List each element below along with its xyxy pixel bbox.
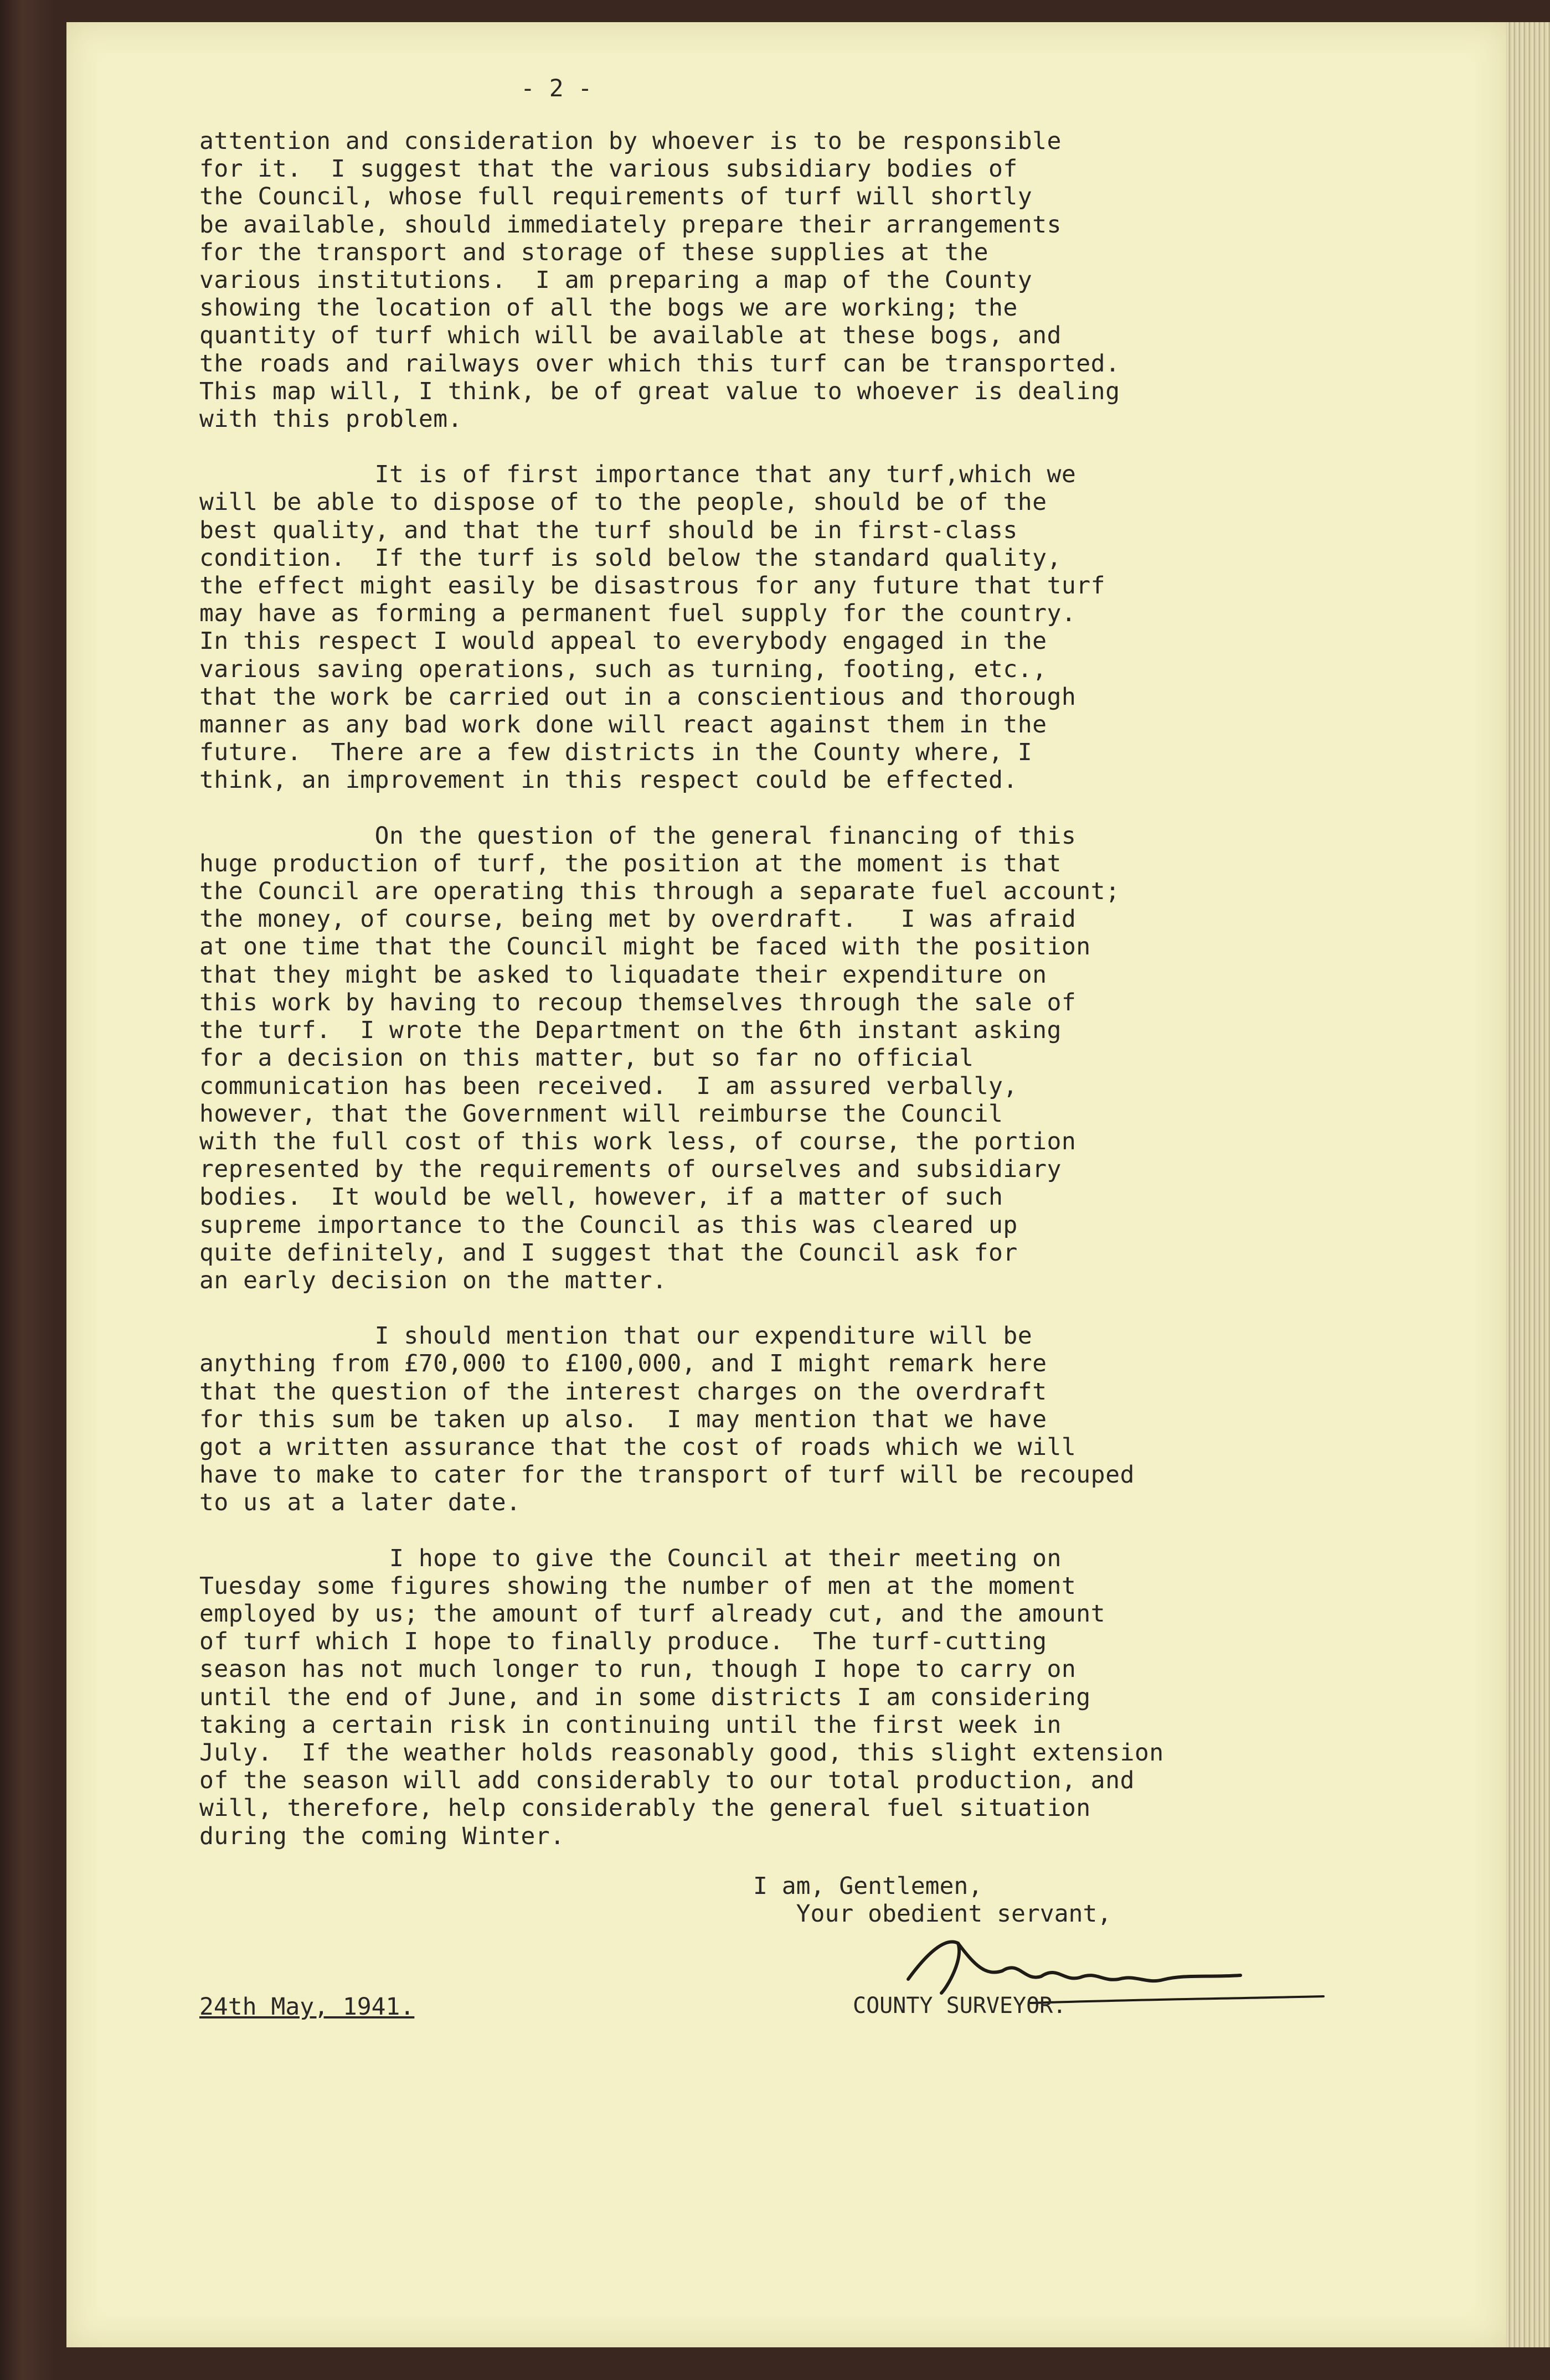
closing-line-1: I am, Gentlemen, [753,1872,983,1900]
closing-salutation [753,1872,1111,1928]
paragraph-5: I hope to give the Council at their meeting on Tuesday some figures showing the number of men at the moment employed by us; the amount of turf already cut, and the amount of turf which I hope to finally produce. The turf-cutting season has not much longer to run, though I hope to carry on until the end of June, and in some districts I am considering taking a certain risk in continuing until the first week in July. If the weather holds reasonably good, this slight extension of the season will add considerably to our total production, and will, therefore, help considerably the general fuel situation during the coming Winter. [199,1544,1164,1850]
closing-line-2: Your obedient servant, [753,1900,1112,1928]
signer-title: COUNTY SURVEYOR. [853,1993,1067,2018]
paragraph-3: On the question of the general financing of this huge production of turf, the position at the moment is that the Council are operating this through a separate fuel account; the money, of course, being met by overdraft. I was afraid at one time that the Council might be faced with the position that they might be asked to liquadate their expenditure on this work by having to recoup themselves through the sale of the turf. I wrote the Department on the 6th instant asking for a decision on this matter, but so far no official communication has been received. I am assured verbally, however, that the Government will reimburse the Council with the full cost of this work less, of course, the portion represented by the requirements of ourselves and subsidiary bodies. It would be well, however, if a matter of such supreme importance to the Council as this was cleared up quite definitely, and I suggest that the Council ask for an early decision on the matter. [199,822,1120,1294]
page-number: - 2 - [521,75,593,102]
paragraph-4: I should mention that our expenditure will be anything from £70,000 to £100,000, and I might remark here that the question of the interest charges on the overdraft for this sum be taken up also. I may mention that we have got a written assurance that the cost of roads which we will have to make to cater for the transport of turf will be recouped to us at a later date. [199,1322,1135,1517]
paragraph-2: It is of first importance that any turf,which we will be able to dispose of to the people, should be of the best quality, and that the turf should be in first-class condition. If the turf is sold below the standard quality, the effect might easily be disastrous for any future that turf may have as forming a permanent fuel supply for the country. In this respect I would appeal to everybody engaged in the various saving operations, such as turning, footing, etc., that the work be carried out in a conscientious and thorough manner as any bad work done will react against them in the future. There are a few districts in the County where, I think, an improvement in this respect could be effected. [199,461,1106,794]
paragraph-1: attention and consideration by whoever is to be responsible for it. I suggest that the various subsidiary bodies of the Council, whose full requirements of turf will shortly be available, should immediately prepare their arrangements for the transport and storage of these supplies at the various institutions. I am preparing a map of the County showing the location of all the bogs we are working; the quantity of turf which will be available at these bogs, and the roads and railways over which this turf can be transported. This map will, I think, be of great value to whoever is dealing with this problem. [199,127,1120,433]
book-page-edges [1506,22,1550,2347]
letter-body [199,127,1362,1850]
letter-date: 24th May, 1941. [199,1993,415,2021]
